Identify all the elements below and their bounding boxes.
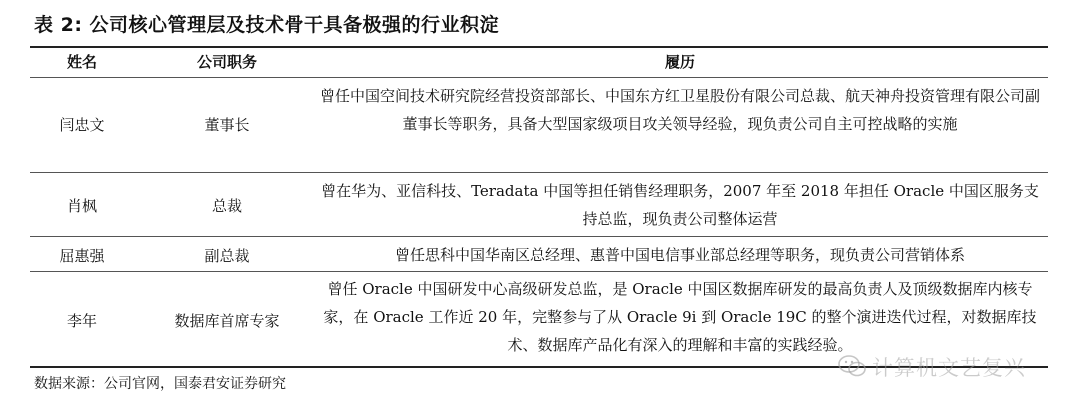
row-4-name: 李年	[66, 312, 97, 330]
source-note: 数据来源：公司官网，国泰君安证券研究	[34, 376, 286, 392]
row-2-position: 总裁	[211, 197, 242, 215]
row-4-position: 数据库首席专家	[174, 312, 280, 330]
row-4-resume: 曾任 Oracle 中国研发中心高级研发总监，是 Oracle 中国区数据库研发的最高负责人及顶级数据库内核专家，在 Oracle 工作近 20 年，完整参与了从 Oracle 9i 到 Oracle 19C 的整个演进迭代过程，对数据库技术、数据库产品化有深入的理解和丰富的实践经验。	[323, 280, 1037, 354]
row-2-resume: 曾在华为、亚信科技、Teradata 中国等担任销售经理职务，2007 年至 2018 年担任 Oracle 中国区服务支持总监，现负责公司整体运营	[321, 182, 1039, 228]
wechat-icon	[838, 354, 866, 378]
row-1-resume: 曾任中国空间技术研究院经营投资部部长、中国东方红卫星股份有限公司总裁、航天神舟投资管理有限公司副董事长等职务，具备大型国家级项目攻关领导经验，现负责公司自主可控战略的实施	[320, 87, 1041, 133]
row-1-rule	[30, 172, 1048, 173]
header-resume: 履历	[664, 53, 695, 71]
row-3-name: 屈惠强	[59, 247, 105, 265]
header-position: 公司职务	[196, 53, 257, 71]
watermark-text: 计算机文艺复兴	[872, 356, 1026, 380]
header-name: 姓名	[66, 53, 97, 71]
top-rule	[30, 46, 1048, 48]
header-rule	[30, 77, 1048, 78]
row-3-position: 副总裁	[204, 247, 250, 265]
row-1-name: 闫忠文	[59, 116, 105, 134]
row-2-name: 肖枫	[66, 197, 97, 215]
row-3-rule	[30, 271, 1048, 272]
row-1-position: 董事长	[204, 116, 250, 134]
table-title: 表 2: 公司核心管理层及技术骨干具备极强的行业积淀	[34, 14, 500, 36]
row-2-rule	[30, 236, 1048, 237]
row-3-resume: 曾任思科中国华南区总经理、惠普中国电信事业部总经理等职务，现负责公司营销体系	[394, 246, 965, 264]
